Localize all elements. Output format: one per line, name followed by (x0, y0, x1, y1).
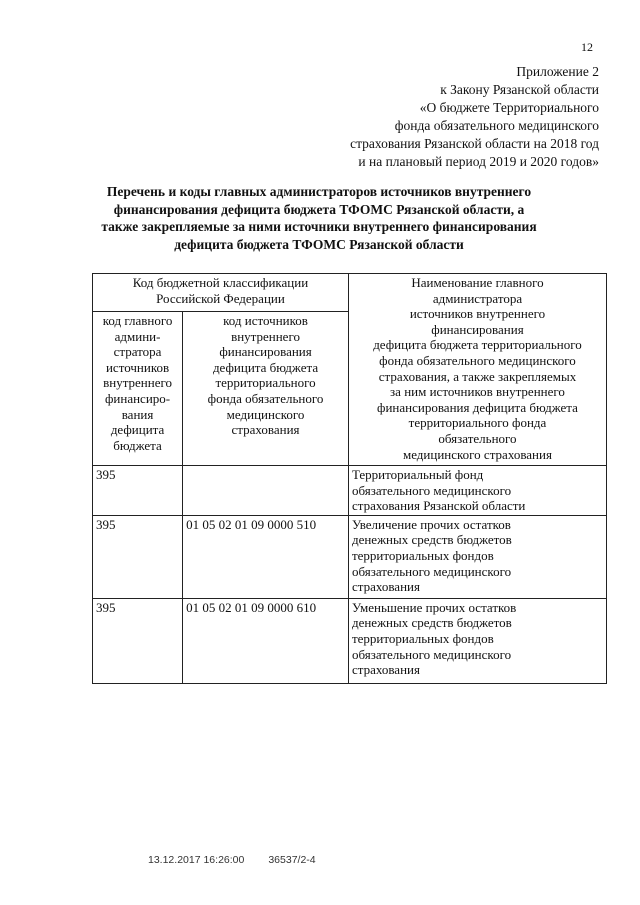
header-line: источников внутреннего (409, 306, 546, 322)
header-line: Российской Федерации (156, 290, 285, 306)
source-code-cell (183, 466, 349, 516)
table-row (93, 466, 607, 516)
header-line: медицинского страхования (402, 446, 552, 462)
name-line: денежных средств бюджетов (351, 615, 512, 631)
header-line: внутреннего (231, 328, 300, 344)
header-administrator-name (348, 274, 606, 466)
header-line: администратора (432, 290, 523, 306)
header-line: стратора (113, 344, 162, 360)
name-line: страхования (351, 662, 420, 678)
table-row (93, 515, 607, 598)
name-line: обязательного медицинского (351, 646, 512, 662)
appendix-line: фонда обязательного медицинского (394, 118, 599, 133)
header-line: дефицита (110, 422, 165, 438)
admin-code-cell: 395 (93, 466, 183, 516)
footer-document-id: 36537/2-4 (268, 854, 316, 866)
name-line: Территориальный фонд (351, 467, 484, 482)
page-number: 12 (581, 40, 593, 54)
header-line: за ним источников внутреннего (390, 384, 565, 400)
document-footer (148, 854, 316, 866)
appendix-line: Приложение 2 (516, 64, 599, 79)
header-line: страхования (231, 422, 300, 438)
header-line: финансирования (431, 321, 524, 337)
header-line: финансирования дефицита бюджета (377, 399, 578, 415)
codes-table (92, 273, 607, 684)
name-cell (348, 515, 606, 598)
header-line: фонда обязательного (207, 390, 324, 406)
document-title (88, 183, 550, 253)
header-line: страхования, а также закрепляемых (378, 368, 577, 384)
header-source-code (183, 312, 349, 466)
header-admin-code (93, 312, 183, 466)
title-line: Перечень и коды главных администраторов источников внутреннего (106, 184, 532, 199)
name-line: территориальных фондов (351, 547, 494, 563)
header-line: обязательного (438, 430, 517, 446)
appendix-reference (259, 63, 599, 171)
header-budget-classification (93, 274, 349, 312)
header-line: внутреннего (103, 375, 172, 391)
admin-code-cell: 395 (93, 515, 183, 598)
appendix-line: страхования Рязанской области на 2018 год (350, 136, 599, 151)
name-line: обязательного медицинского (351, 563, 512, 579)
name-line: обязательного медицинского (351, 482, 512, 498)
title-line: также закрепляемые за ними источники внутреннего финансирования (101, 219, 537, 234)
table-row (93, 598, 607, 683)
header-line: источников (105, 359, 170, 375)
header-line: фонда обязательного медицинского (379, 352, 576, 368)
name-cell (348, 466, 606, 516)
name-cell (348, 598, 606, 683)
header-line: бюджета (113, 437, 162, 453)
name-line: страхования (351, 579, 420, 595)
footer-timestamp: 13.12.2017 16:26:00 (148, 854, 245, 866)
header-line: медицинского (226, 406, 305, 422)
appendix-line: и на плановый период 2019 и 2020 годов» (358, 154, 599, 169)
header-line: территориального фонда (408, 415, 547, 431)
header-line: вания (121, 406, 154, 422)
admin-code-cell: 395 (93, 598, 183, 683)
header-line: админи- (114, 328, 161, 344)
header-line: Наименование главного (411, 275, 544, 290)
header-line: дефицита бюджета территориального (373, 337, 582, 353)
table-header-row (93, 274, 607, 312)
header-line: код главного (102, 313, 173, 328)
source-code-cell: 01 05 02 01 09 0000 610 (183, 598, 349, 683)
header-line: территориального (215, 375, 316, 391)
appendix-line: к Закону Рязанской области (440, 82, 599, 97)
header-line: код источников (223, 313, 308, 328)
name-line: территориальных фондов (351, 630, 494, 646)
header-line: Код бюджетной классификации (132, 275, 309, 290)
name-line: денежных средств бюджетов (351, 532, 512, 548)
name-line: страхования Рязанской области (351, 498, 526, 514)
name-line: Уменьшение прочих остатков (351, 599, 517, 615)
appendix-line: «О бюджете Территориального (419, 100, 599, 115)
header-line: дефицита бюджета (212, 359, 319, 375)
title-line: дефицита бюджета ТФОМС Рязанской области (174, 236, 464, 252)
name-line: Увеличение прочих остатков (351, 516, 511, 532)
source-code-cell: 01 05 02 01 09 0000 510 (183, 515, 349, 598)
header-line: финансиро- (104, 390, 171, 406)
title-line: финансирования дефицита бюджета ТФОМС Рязанской области, а (113, 201, 525, 217)
header-line: финансирования (219, 344, 312, 360)
